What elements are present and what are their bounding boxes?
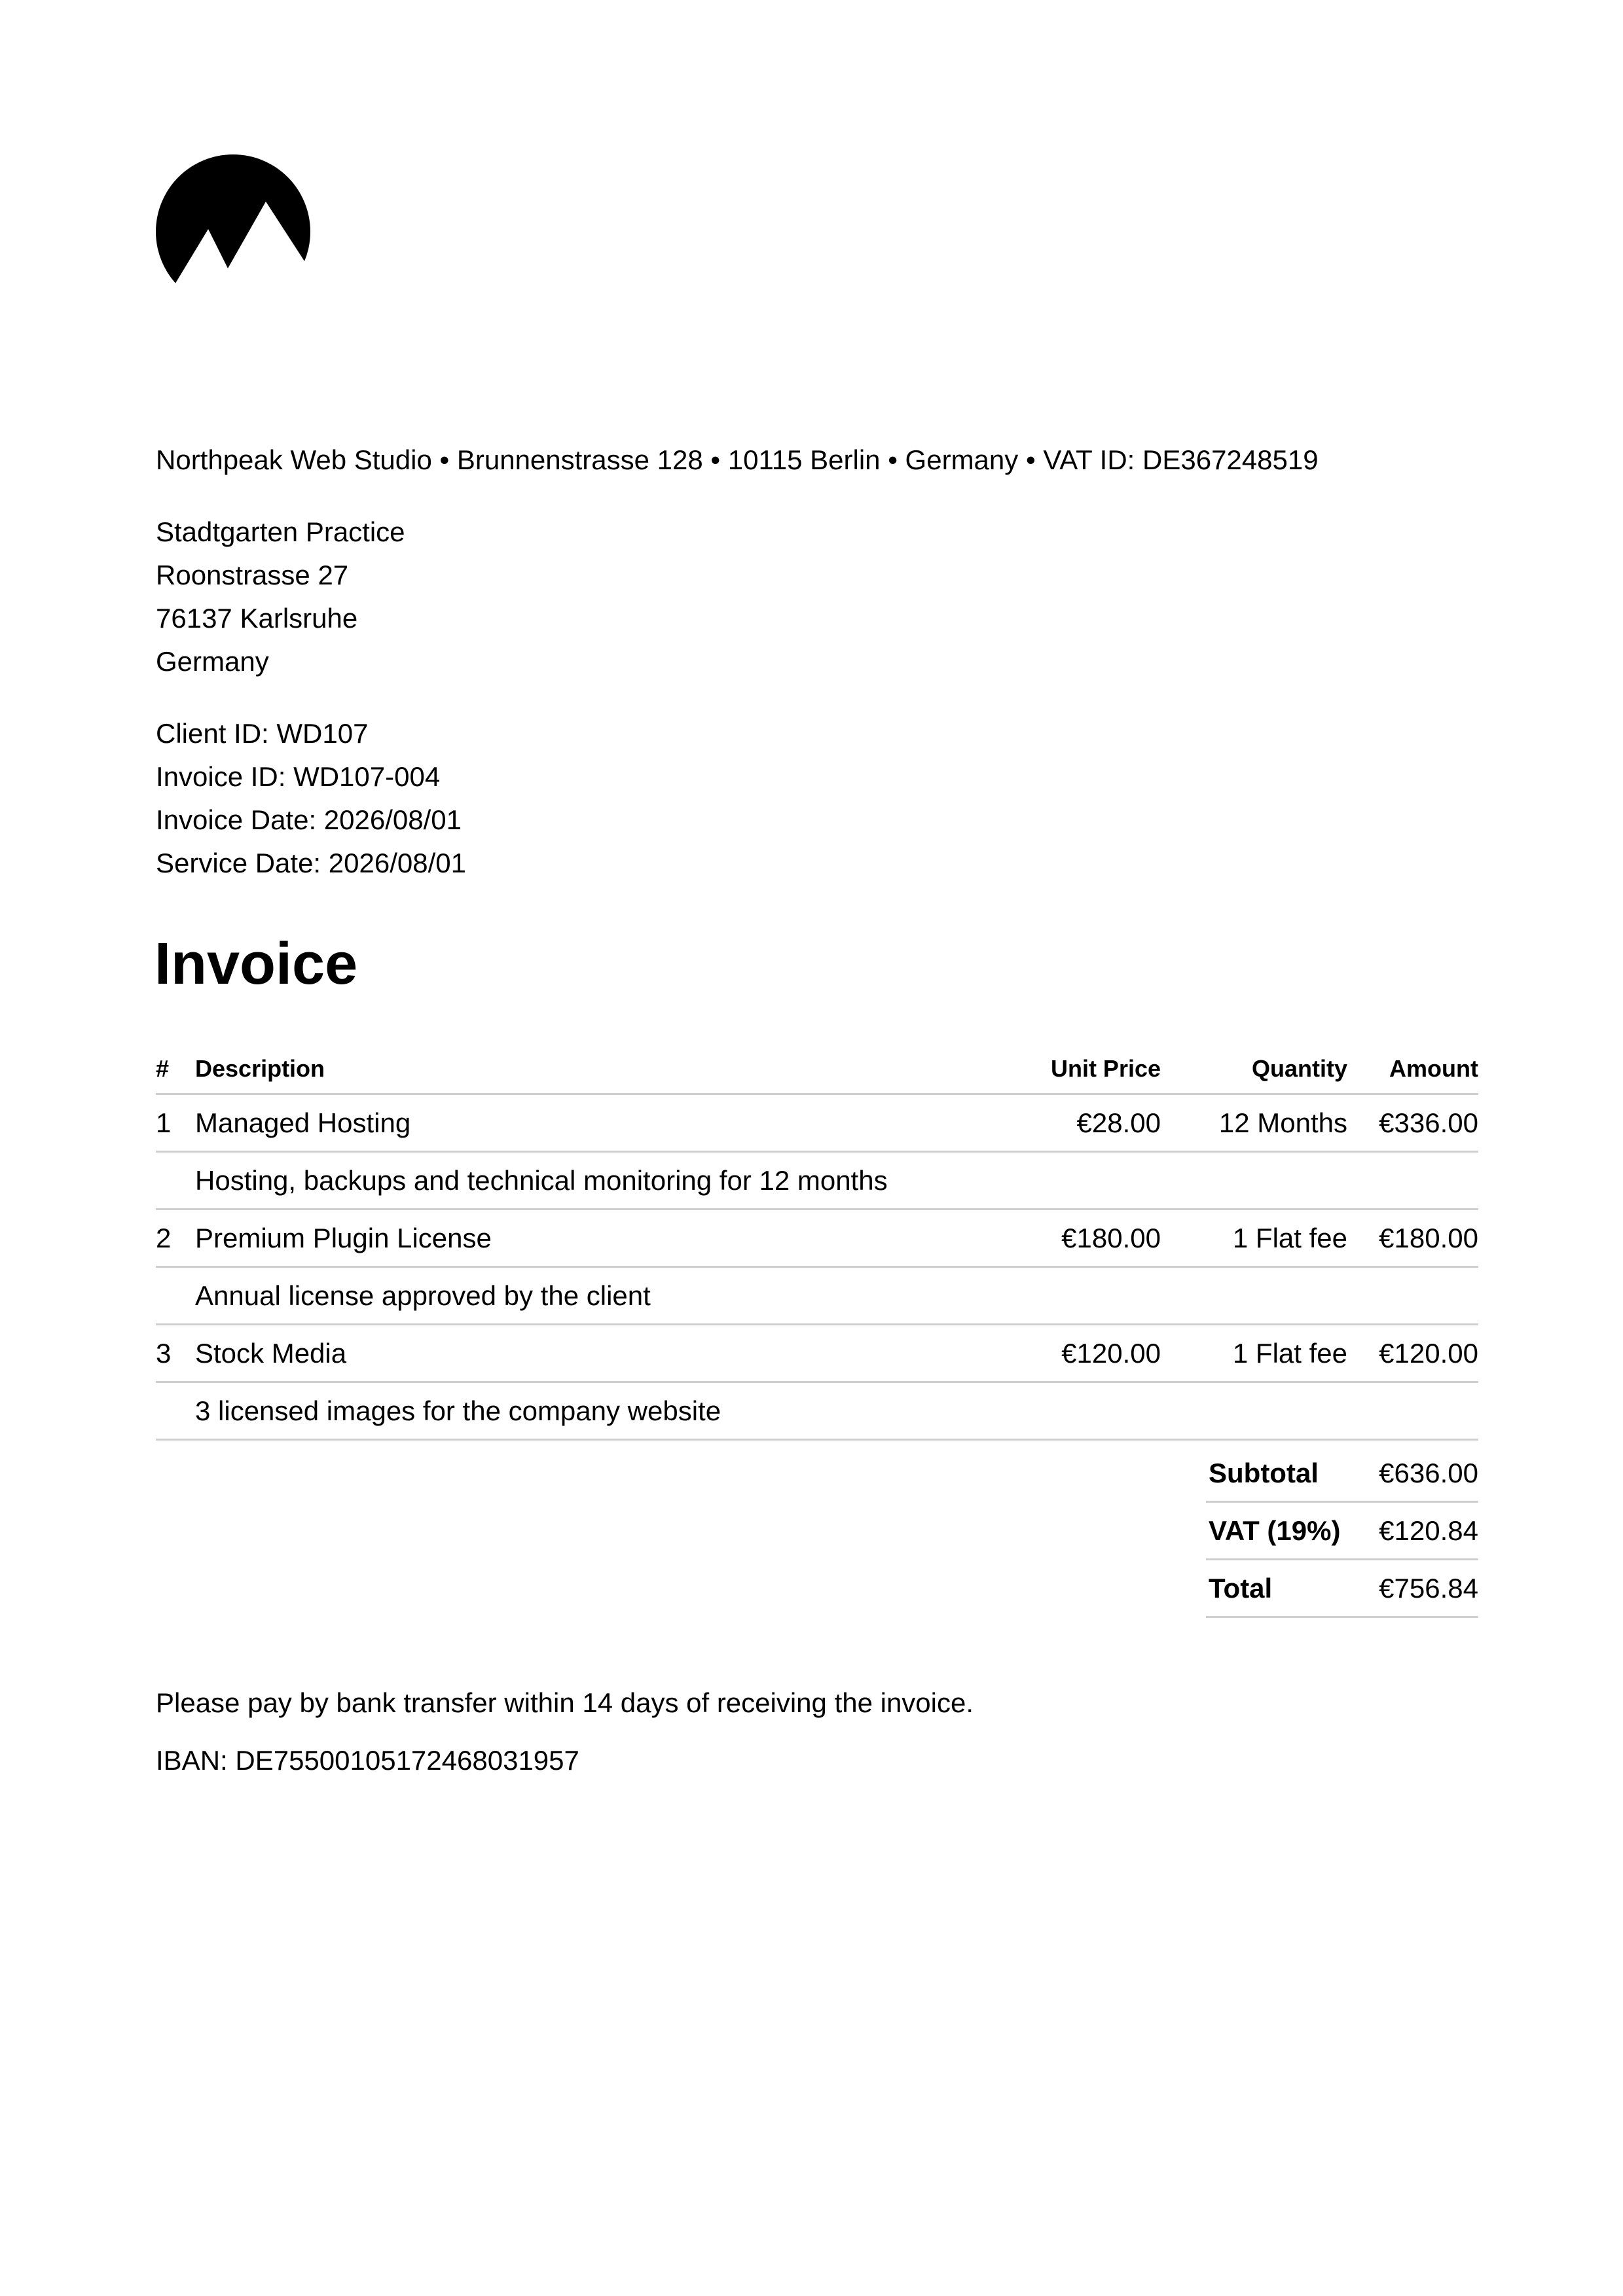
item-detail: 3 licensed images for the company website bbox=[195, 1382, 1478, 1440]
table-detail-row bbox=[156, 1267, 1478, 1325]
item-description: Stock Media bbox=[195, 1325, 945, 1382]
item-unit-price: €28.00 bbox=[945, 1094, 1161, 1152]
subtotal-row bbox=[1206, 1445, 1478, 1502]
totals-table bbox=[1206, 1445, 1478, 1618]
recipient-country: Germany bbox=[156, 646, 269, 677]
column-header-quantity: Quantity bbox=[1161, 1045, 1347, 1094]
column-header-unit-price: Unit Price bbox=[945, 1045, 1161, 1094]
item-description: Managed Hosting bbox=[195, 1094, 945, 1152]
table-detail-row bbox=[156, 1382, 1478, 1440]
column-header-description: Description bbox=[195, 1045, 945, 1094]
recipient-street: Roonstrasse 27 bbox=[156, 560, 349, 590]
service-date: Service Date: 2026/08/01 bbox=[156, 848, 466, 878]
column-header-amount: Amount bbox=[1347, 1045, 1478, 1094]
item-amount: €120.00 bbox=[1347, 1325, 1478, 1382]
recipient-name: Stadtgarten Practice bbox=[156, 516, 405, 547]
payment-info bbox=[156, 1674, 974, 1789]
sender-address-line: Northpeak Web Studio • Brunnenstrasse 128 • 10115 Berlin • Germany • VAT ID: DE367248519 bbox=[156, 444, 1319, 475]
item-number: 1 bbox=[156, 1094, 195, 1152]
item-description: Premium Plugin License bbox=[195, 1210, 945, 1267]
invoice-date: Invoice Date: 2026/08/01 bbox=[156, 804, 462, 835]
item-amount: €336.00 bbox=[1347, 1094, 1478, 1152]
total-row bbox=[1206, 1560, 1478, 1617]
item-unit-price: €120.00 bbox=[945, 1325, 1161, 1382]
vat-row bbox=[1206, 1502, 1478, 1560]
table-row bbox=[156, 1210, 1478, 1267]
total-value: €756.84 bbox=[1362, 1560, 1478, 1617]
vat-label: VAT (19%) bbox=[1206, 1502, 1362, 1560]
subtotal-value: €636.00 bbox=[1362, 1445, 1478, 1502]
item-detail: Annual license approved by the client bbox=[195, 1267, 1478, 1325]
item-quantity: 12 Months bbox=[1161, 1094, 1347, 1152]
recipient-city: 76137 Karlsruhe bbox=[156, 603, 358, 634]
payment-note: Please pay by bank transfer within 14 days of receiving the invoice. bbox=[156, 1687, 974, 1718]
mountain-peaks-logo-icon bbox=[155, 154, 312, 285]
item-amount: €180.00 bbox=[1347, 1210, 1478, 1267]
subtotal-label: Subtotal bbox=[1206, 1445, 1362, 1502]
table-detail-row bbox=[156, 1152, 1478, 1210]
vat-value: €120.84 bbox=[1362, 1502, 1478, 1560]
item-unit-price: €180.00 bbox=[945, 1210, 1161, 1267]
page-title: Invoice bbox=[155, 931, 358, 997]
line-items-table bbox=[156, 1045, 1478, 1441]
item-number: 3 bbox=[156, 1325, 195, 1382]
table-row bbox=[156, 1094, 1478, 1152]
invoice-id: Invoice ID: WD107-004 bbox=[156, 761, 441, 792]
total-label: Total bbox=[1206, 1560, 1362, 1617]
client-id: Client ID: WD107 bbox=[156, 718, 369, 749]
item-quantity: 1 Flat fee bbox=[1161, 1210, 1347, 1267]
recipient-address bbox=[156, 511, 405, 683]
column-header-number: # bbox=[156, 1045, 195, 1094]
iban: IBAN: DE75500105172468031957 bbox=[156, 1745, 579, 1776]
item-detail: Hosting, backups and technical monitoring for 12 months bbox=[195, 1152, 1478, 1210]
item-number: 2 bbox=[156, 1210, 195, 1267]
item-quantity: 1 Flat fee bbox=[1161, 1325, 1347, 1382]
table-row bbox=[156, 1325, 1478, 1382]
table-header-row bbox=[156, 1045, 1478, 1094]
invoice-meta bbox=[156, 712, 466, 885]
